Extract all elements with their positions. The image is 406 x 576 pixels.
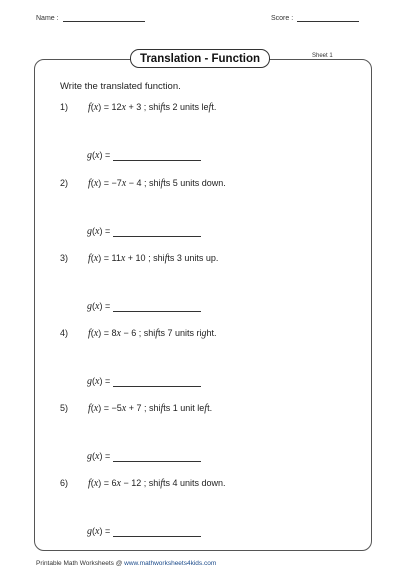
answer-field[interactable] (87, 526, 201, 537)
problem-function: f(x) = 11x + 10 ; shifts 3 units up. (88, 253, 219, 264)
answer-label: g(x) = (87, 301, 111, 312)
answer-field[interactable] (87, 451, 201, 462)
problem-number: 4) (60, 328, 69, 338)
answer-line[interactable] (113, 452, 201, 462)
answer-line[interactable] (113, 227, 201, 237)
answer-field[interactable] (87, 376, 201, 387)
problem-function: f(x) = 12x + 3 ; shifts 2 units left. (88, 102, 217, 113)
answer-field[interactable] (87, 226, 201, 237)
footer (36, 560, 216, 567)
footer-prefix: Printable Math Worksheets @ (36, 560, 125, 567)
answer-line[interactable] (113, 302, 201, 312)
score-line[interactable] (297, 14, 359, 22)
score-field[interactable] (271, 14, 359, 22)
answer-label: g(x) = (87, 451, 111, 462)
answer-label: g(x) = (87, 226, 111, 237)
answer-line[interactable] (113, 377, 201, 387)
problem-number: 5) (60, 403, 69, 413)
name-line[interactable] (63, 14, 145, 22)
footer-site-link[interactable]: www.mathworksheets4kids.com (124, 560, 217, 567)
problem-number: 2) (60, 178, 69, 188)
worksheet-title: Translation - Function (130, 49, 270, 68)
answer-label: g(x) = (87, 150, 111, 161)
problem-number: 6) (60, 478, 69, 488)
answer-line[interactable] (113, 527, 201, 537)
sheet-label: Sheet 1 (312, 53, 333, 59)
answer-line[interactable] (113, 151, 201, 161)
answer-label: g(x) = (87, 526, 111, 537)
problem-number: 1) (60, 102, 69, 112)
problem-function: f(x) = 6x − 12 ; shifts 4 units down. (88, 478, 226, 489)
problem-function: f(x) = 8x − 6 ; shifts 7 units right. (88, 328, 217, 339)
problem-function: f(x) = −7x − 4 ; shifts 5 units down. (88, 178, 226, 189)
name-field[interactable] (36, 14, 145, 22)
problem-function: f(x) = −5x + 7 ; shifts 1 unit left. (88, 403, 213, 414)
problem-number: 3) (60, 253, 69, 263)
answer-field[interactable] (87, 301, 201, 312)
instruction-text: Write the translated function. (60, 81, 181, 92)
answer-field[interactable] (87, 150, 201, 161)
score-label: Score : (271, 15, 294, 22)
name-label: Name : (36, 15, 59, 22)
answer-label: g(x) = (87, 376, 111, 387)
